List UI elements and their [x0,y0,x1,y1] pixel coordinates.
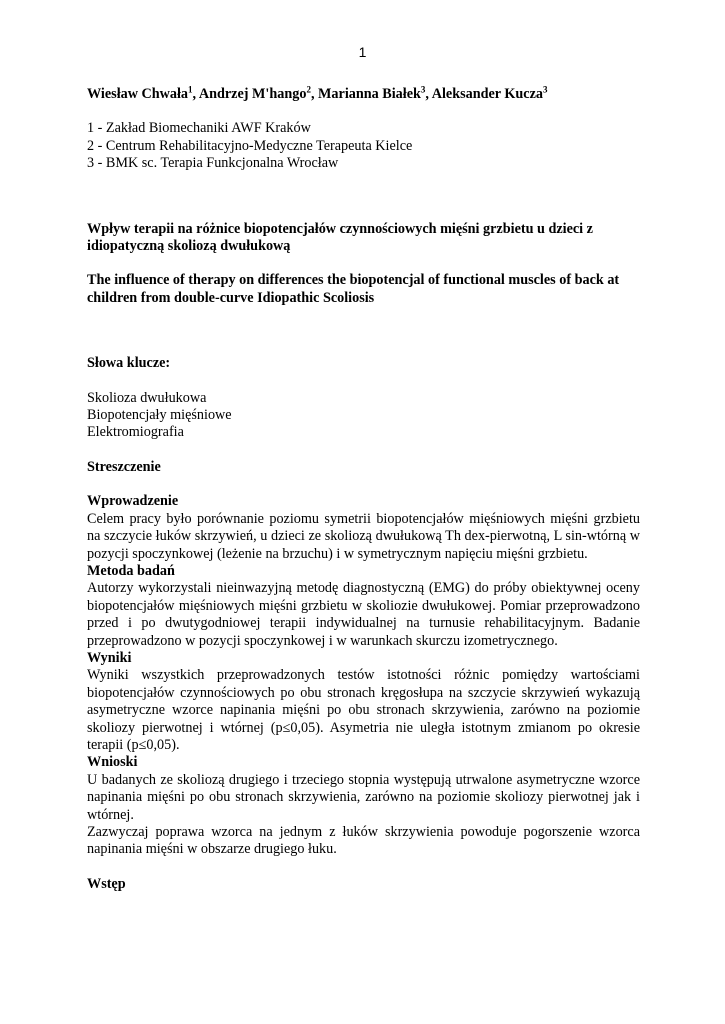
keywords-heading: Słowa klucze: [87,355,171,372]
document-body [87,86,640,893]
author-name: Wiesław Chwała [87,86,189,102]
keyword-item: Skolioza dwułukowa [87,389,207,406]
title-english: The influence of therapy on differences the biopotencjal of functional muscles of back at children from double-curve Idiopathic Scoliosis [87,272,620,306]
author-name: Andrzej M'hango [198,86,307,102]
affiliations-list [87,120,640,172]
author-name: Aleksander Kucza [431,86,543,102]
methods-text: Autorzy wykorzystali nieinwazyjną metodę diagnostyczną (EMG) do próby obiektywnej oceny biopotencjałów mięśniowych mięśni grzbietu w skoliozie dwułukowej. Pomiar przeprowadzono przed i po dwutygodniowej terapii indywidualnej na turnusie rehabilitacyjnym. Badanie przeprowadzono w pozycji spoczynkowej i w warunkach skurczu izometrycznego. [87,580,640,649]
author-affiliation-ref: 3 [420,84,426,95]
page-number: 1 [358,44,367,60]
keyword-item: Biopotencjały mięśniowe [87,407,232,424]
affiliation-item: 3 - BMK sc. Terapia Funkcjonalna Wrocław [87,155,339,172]
results-text: Wyniki wszystkich przeprowadzonych testów istotności różnic pomiędzy wartościami biopotencjałów czynnościowych po obu stronach kręgosłupa na szczycie skrzywień wykazują asymetryczne wzorce napinania mięśni po obu stronach skrzywienia, zarówno na poziomie skoliozy pierwotnej i wtórnej (p≤0,05). Asymetria nie uległa istotnym zmianom po okresie terapii (p≤0,05). [87,667,640,753]
keywords-list [87,390,640,442]
introduction-section-heading: Wstęp [87,875,126,892]
affiliation-item: 2 - Centrum Rehabilitacyjno-Medyczne Terapeuta Kielce [87,137,413,154]
conclusions-heading: Wnioski [87,754,138,771]
abstract-heading: Streszczenie [87,458,161,475]
author-separator: , [310,86,319,102]
author-affiliation-ref: 1 [188,84,193,95]
affiliation-item: 1 - Zakład Biomechaniki AWF Kraków [87,120,311,137]
author-separator: , [192,86,199,102]
author-line [87,86,640,103]
author-affiliation-ref: 2 [306,84,311,95]
results-heading: Wyniki [87,649,132,666]
author-name: Marianna Białek [318,86,421,102]
keyword-item: Elektromiografia [87,424,184,441]
author-affiliation-ref: 3 [543,84,548,95]
methods-heading: Metoda badań [87,562,175,579]
introduction-text: Celem pracy było porównanie poziomu symetrii biopotencjałów mięśniowych mięśni grzbietu na szczycie łuków skrzywień, u dzieci ze skoliozą dwułukową Th dex-pierwotną, L sin-wtórną w pozycji spoczynkowej (leżenie na brzuchu) i w symetrycznym napięciu mięśni grzbietu. [87,510,640,562]
introduction-heading: Wprowadzenie [87,493,179,510]
author-separator: , [425,86,432,102]
conclusions-text: U badanych ze skoliozą drugiego i trzeciego stopnia występują utrwalone asymetryczne wzorce napinania mięśni po obu stronach skrzywienia, zarówno na poziomie skoliozy pierwotnej jak i wtórnej. [87,771,640,823]
title-polish: Wpływ terapii na różnice biopotencjałów czynnościowych mięśni grzbietu u dzieci z idiopatyczną skoliozą dwułukową [87,220,593,255]
conclusions-text-continued: Zazwyczaj poprawa wzorca na jednym z łuków skrzywienia powoduje pogorszenie wzorca napinania mięśni w obszarze drugiego łuku. [87,824,640,858]
